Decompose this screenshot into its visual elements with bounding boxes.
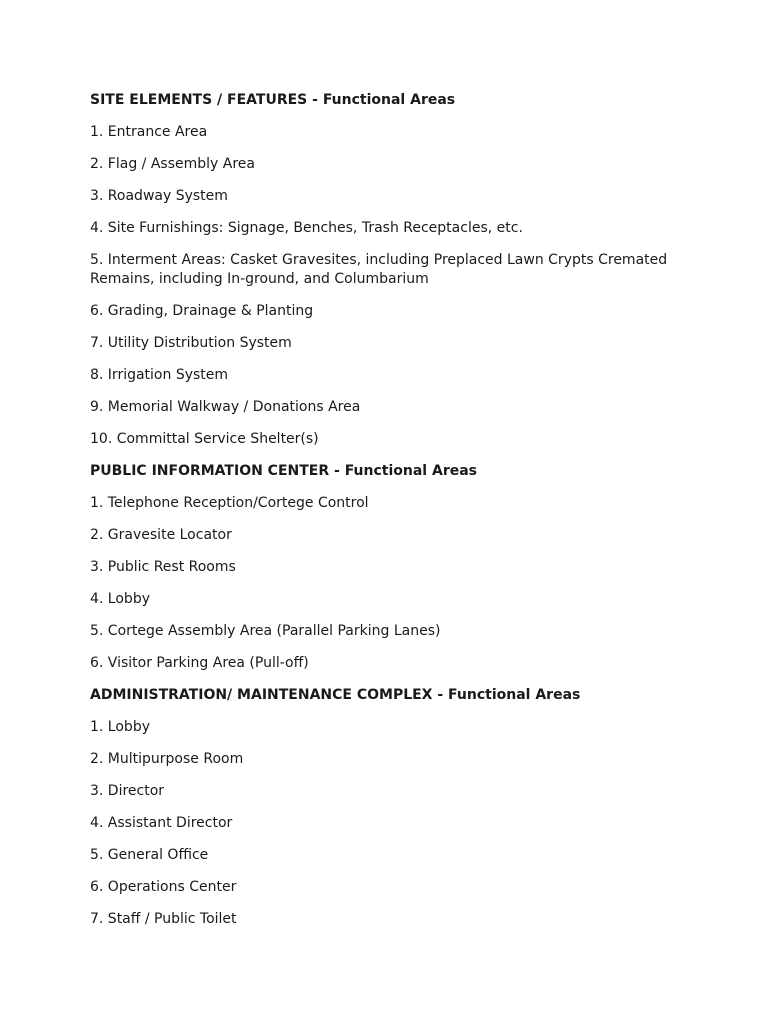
list-item: 2. Multipurpose Room — [90, 751, 244, 767]
heading-title: SITE ELEMENTS / FEATURES - — [90, 92, 323, 108]
list-item: 2. Flag / Assembly Area — [90, 156, 255, 172]
list-item: 4. Lobby — [90, 591, 150, 607]
list-item: 3. Public Rest Rooms — [90, 559, 236, 575]
list-item: 1. Telephone Reception/Cortege Control — [90, 495, 369, 511]
list-item: 6. Grading, Drainage & Planting — [90, 303, 314, 319]
list-item: 3. Roadway System — [90, 188, 228, 204]
section-public-information-center — [90, 462, 690, 673]
list-item: 3. Director — [90, 783, 165, 799]
list-item: 10. Committal Service Shelter(s) — [90, 431, 319, 447]
section-heading — [90, 91, 690, 110]
list-item: 5. Interment Areas: Casket Gravesites, including Preplaced Lawn Crypts Cremated Remains, including In-ground, and Columbarium — [90, 252, 668, 287]
list-item: 2. Gravesite Locator — [90, 527, 232, 543]
section-site-elements — [90, 91, 690, 449]
list-item: 9. Memorial Walkway / Donations Area — [90, 399, 361, 415]
list-item: 1. Lobby — [90, 719, 150, 735]
list-item: 5. General Office — [90, 847, 209, 863]
heading-subtitle: Functional Areas — [322, 92, 456, 108]
list-item: 4. Site Furnishings: Signage, Benches, Trash Receptacles, etc. — [90, 220, 523, 236]
list-item: 6. Visitor Parking Area (Pull-off) — [90, 655, 309, 671]
heading-title: ADMINISTRATION/ MAINTENANCE COMPLEX - — [90, 687, 449, 703]
list-item: 6. Operations Center — [90, 879, 237, 895]
list-item: 5. Cortege Assembly Area (Parallel Parking Lanes) — [90, 623, 441, 639]
document-page — [90, 91, 690, 942]
list-item: 7. Utility Distribution System — [90, 335, 292, 351]
list-item: 7. Staff / Public Toilet — [90, 911, 237, 927]
section-heading — [90, 462, 690, 481]
section-administration-maintenance-complex — [90, 686, 690, 929]
list-item: 4. Assistant Director — [90, 815, 233, 831]
section-heading — [90, 686, 690, 705]
heading-subtitle: Functional Areas — [448, 687, 581, 703]
list-item: 1. Entrance Area — [90, 124, 208, 140]
heading-subtitle: Functional Areas — [344, 463, 477, 479]
heading-title: PUBLIC INFORMATION CENTER - — [90, 463, 345, 479]
list-item: 8. Irrigation System — [90, 367, 229, 383]
